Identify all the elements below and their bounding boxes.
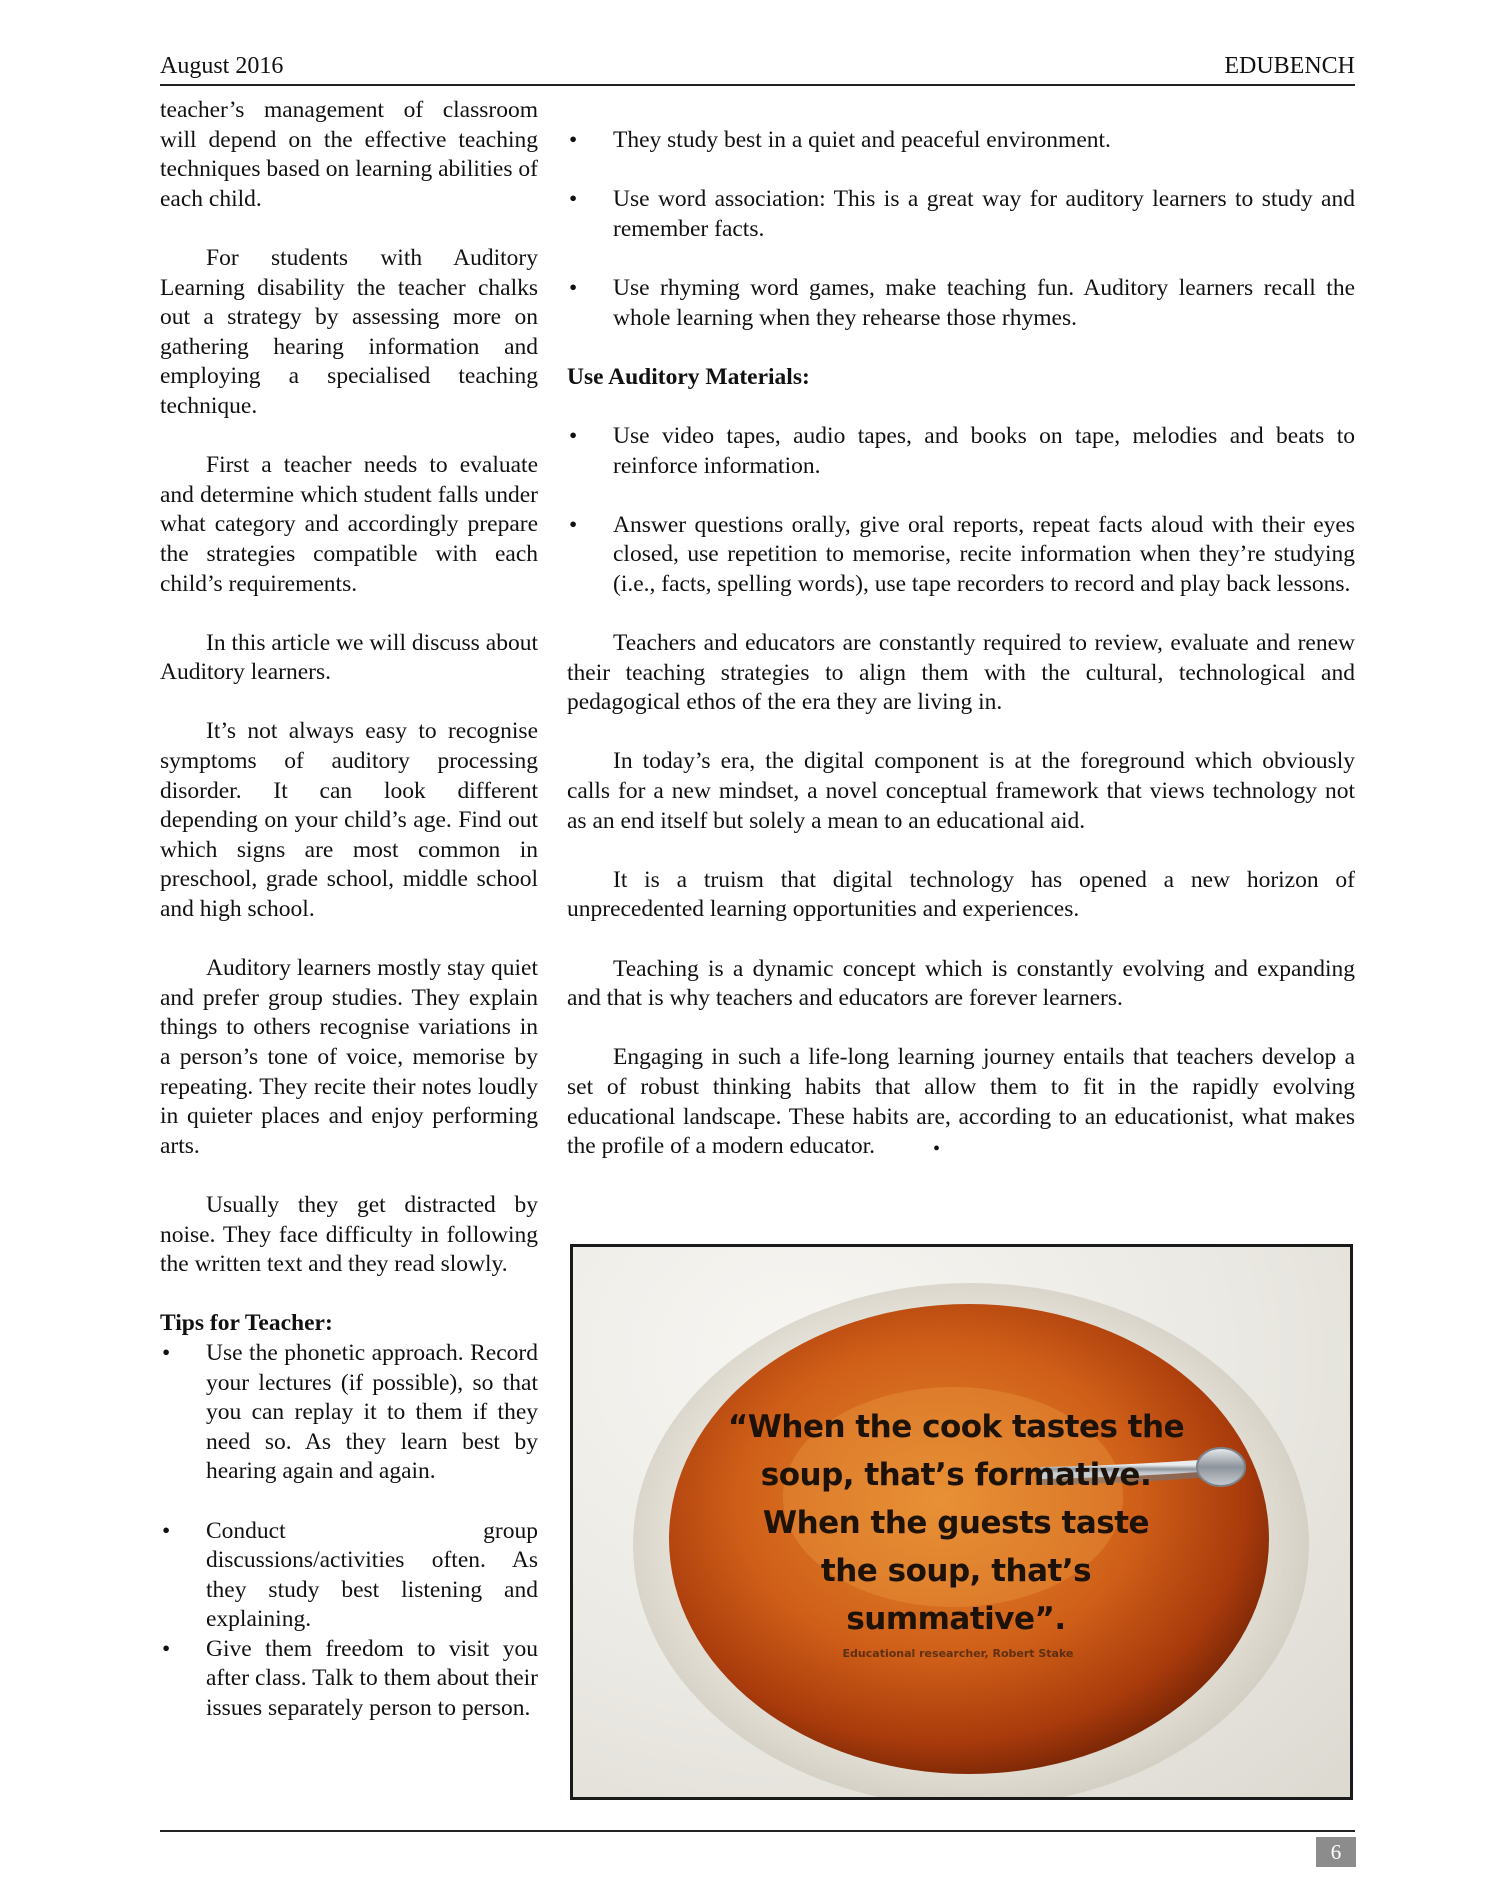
list-item bbox=[160, 1339, 538, 1487]
list-item-text: Use rhyming word games, make teaching fun. Auditory learners recall the whole learning when they rehearse those rhymes. bbox=[613, 274, 1355, 331]
right-column bbox=[567, 126, 1355, 1165]
list-item-text: Use word association: This is a great way for auditory learners to study and remember facts. bbox=[613, 186, 1355, 242]
list-item-text: They study best in a quiet and peaceful environment. bbox=[613, 127, 1111, 153]
issue-date: August 2016 bbox=[160, 53, 284, 79]
list-item bbox=[567, 422, 1355, 481]
study-tips-list bbox=[567, 126, 1355, 333]
bullet-mark: • bbox=[569, 274, 578, 301]
paragraph: Usually they get distracted by noise. They face difficulty in following the written text and they read slowly. bbox=[160, 1191, 538, 1278]
list-item bbox=[567, 185, 1355, 244]
paragraph: First a teacher needs to evaluate and determine which student falls under what category and accordingly prepare the strategies compatible with each child’s requirements. bbox=[160, 452, 538, 597]
list-item-text: Use video tapes, audio tapes, and books on tape, melodies and beats to reinforce information. bbox=[613, 422, 1355, 479]
quote-line: the soup, that’s bbox=[820, 1553, 1092, 1589]
list-item-text: Use the phonetic approach. Record your lectures (if possible), so that you can replay it to them if they need so. As they learn best by hearing again and again. bbox=[206, 1339, 538, 1485]
paragraph bbox=[567, 1043, 1355, 1164]
paragraph: Teachers and educators are constantly required to review, evaluate and renew their teaching strategies to align them with the cultural, technological and pedagogical ethos of the era they are living in. bbox=[567, 630, 1355, 716]
quote-line: “When the cook tastes the bbox=[727, 1409, 1185, 1445]
materials-list bbox=[567, 422, 1355, 600]
list-item bbox=[567, 511, 1355, 600]
left-column bbox=[160, 96, 538, 1724]
list-item-text: Give them freedom to visit you after class. Talk to them about their issues separately person to person. bbox=[206, 1635, 538, 1722]
list-item-text: Conduct group discussions/activities often. As they study best listening and explaining. bbox=[206, 1517, 538, 1633]
quote-line: soup, that’s formative. bbox=[760, 1457, 1152, 1493]
bullet-mark: • bbox=[569, 186, 578, 213]
paragraph: For students with Auditory Learning disability the teacher chalks out a strategy by assessing more on gathering hearing information and employing a specialised teaching technique. bbox=[160, 244, 538, 419]
paragraph: It is a truism that digital technology has opened a new horizon of unprecedented learning opportunities and experiences. bbox=[567, 866, 1355, 923]
footer-rule bbox=[160, 1830, 1355, 1832]
quote-credit: Educational researcher, Robert Stake bbox=[842, 1647, 1074, 1660]
bullet-mark: • bbox=[162, 1635, 171, 1662]
tips-heading: Tips for Teacher: bbox=[160, 1310, 333, 1337]
paragraph: It’s not always easy to recognise symptoms of auditory processing disorder. It can look different depending on your child’s age. Find out which signs are most common in preschool, grade school, middle school and high school. bbox=[160, 718, 538, 923]
quote-text bbox=[721, 1403, 1191, 1643]
paragraph: In today’s era, the digital component is at the foreground which obviously calls for a new mindset, a novel conceptual framework that views technology not as an end itself but solely a mean to an educational aid. bbox=[567, 748, 1355, 834]
list-item bbox=[567, 274, 1355, 333]
bullet-mark: • bbox=[569, 422, 578, 449]
list-item bbox=[160, 1635, 538, 1724]
paragraph: Teaching is a dynamic concept which is constantly evolving and expanding and that is why teachers and educators are forever learners. bbox=[567, 955, 1355, 1012]
page-header bbox=[160, 50, 1355, 86]
list-item-text: Answer questions orally, give oral reports, repeat facts aloud with their eyes closed, use repetition to memorise, recite information when they’re studying (i.e., facts, spelling words), use tape recorders to record and play back lessons. bbox=[613, 511, 1355, 597]
quote-line: When the guests taste bbox=[762, 1505, 1150, 1541]
page-number: 6 bbox=[1316, 1837, 1356, 1867]
bullet-mark: • bbox=[162, 1339, 171, 1366]
bullet-mark: • bbox=[569, 127, 578, 153]
publication-name: EDUBENCH bbox=[1224, 53, 1355, 79]
soup-quote-image bbox=[570, 1244, 1353, 1800]
quote-line: summative”. bbox=[846, 1601, 1066, 1637]
list-item bbox=[567, 126, 1355, 156]
paragraph: In this article we will discuss about Auditory learners. bbox=[160, 629, 538, 686]
materials-heading: Use Auditory Materials: bbox=[567, 363, 810, 390]
bullet-mark: • bbox=[569, 511, 578, 538]
paragraph: Auditory learners mostly stay quiet and prefer group studies. They explain things to others recognise variations in a person’s tone of voice, memorise by repeating. They recite their notes loudly in quieter places and enjoy performing arts. bbox=[160, 955, 538, 1159]
paragraph-text: Engaging in such a life-long learning journey entails that teachers develop a set of robust thinking habits that allow them to fit in the rapidly evolving educational landscape. These habits are, according to an educationist, what makes the profile of a modern educator. bbox=[567, 1044, 1355, 1160]
end-of-article-mark: • bbox=[933, 1138, 941, 1161]
bullet-mark: • bbox=[162, 1517, 171, 1544]
paragraph: teacher’s management of classroom will depend on the effective teaching techniques based on learning abilities of each child. bbox=[160, 97, 538, 212]
tips-list bbox=[160, 1339, 538, 1724]
list-item bbox=[160, 1517, 538, 1635]
